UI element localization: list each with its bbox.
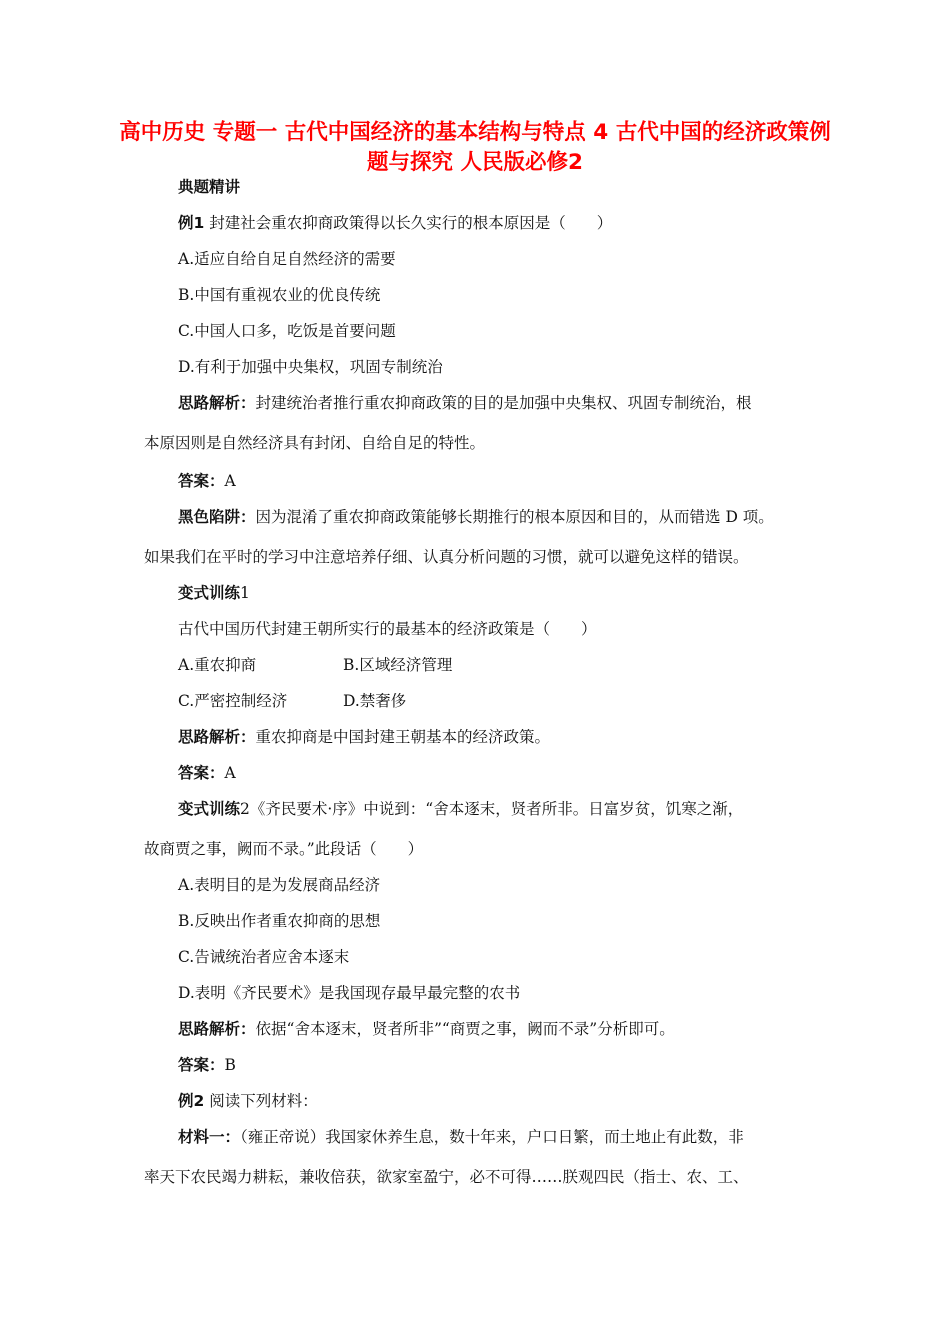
variant1-option-a: A.重农抑商 xyxy=(178,656,257,674)
variant1-option-b: B.区域经济管理 xyxy=(343,656,453,674)
material-label: 材料一： xyxy=(178,1128,241,1146)
example2-material xyxy=(178,1126,744,1148)
example1-answer xyxy=(178,470,236,492)
example1-analysis-cont: 本原因则是自然经济具有封闭、自给自足的特性。 xyxy=(144,434,486,452)
answer-value: B xyxy=(224,1056,236,1074)
variant2-option-a: A.表明目的是为发展商品经济 xyxy=(178,876,381,894)
variant2-option-c: C.告诫统治者应舍本逐末 xyxy=(178,948,350,966)
variant2-question xyxy=(178,798,743,820)
variant2-label: 变式训练 xyxy=(178,800,241,818)
answer-value: A xyxy=(224,764,236,782)
section-heading: 典题精讲 xyxy=(178,178,241,196)
answer-label: 答案： xyxy=(178,472,225,490)
example1-trap xyxy=(178,506,774,528)
variant2-option-b: B.反映出作者重农抑商的思想 xyxy=(178,912,381,930)
variant2-analysis xyxy=(178,1018,675,1040)
variant1-heading xyxy=(178,582,250,604)
variant1-num: 1 xyxy=(240,584,250,602)
variant2-answer xyxy=(178,1054,236,1076)
example2-material-cont: 率天下农民竭力耕耘，兼收倍获，欲家室盈宁，必不可得……朕观四民（指士、农、工、 xyxy=(144,1168,749,1186)
trap-label: 黑色陷阱： xyxy=(178,508,256,526)
example2-label: 例2 xyxy=(178,1092,205,1110)
analysis-text: 重农抑商是中国封建王朝基本的经济政策。 xyxy=(255,728,551,746)
analysis-label: 思路解析： xyxy=(178,1020,256,1038)
example1-question-text: 封建社会重农抑商政策得以长久实行的根本原因是（ ） xyxy=(209,214,613,232)
example1-option-d: D.有利于加强中央集权，巩固专制统治 xyxy=(178,358,443,376)
analysis-label: 思路解析： xyxy=(178,394,256,412)
variant1-question: 古代中国历代封建王朝所实行的最基本的经济政策是（ ） xyxy=(178,620,597,638)
example1-analysis xyxy=(178,392,752,414)
variant1-option-d: D.禁奢侈 xyxy=(343,692,407,710)
variant1-analysis xyxy=(178,726,550,748)
answer-value: A xyxy=(224,472,236,490)
example2-question xyxy=(178,1090,318,1112)
example1-option-a: A.适应自给自足自然经济的需要 xyxy=(178,250,396,268)
example1-trap-cont: 如果我们在平时的学习中注意培养仔细、认真分析问题的习惯，就可以避免这样的错误。 xyxy=(144,548,749,566)
variant2-text: 2《齐民要术·序》中说到：“舍本逐末，贤者所非。日富岁贫，饥寒之渐， xyxy=(240,800,744,818)
example1-option-c: C.中国人口多，吃饭是首要问题 xyxy=(178,322,396,340)
analysis-text: 依据“舍本逐末，贤者所非”“商贾之事，阙而不录”分析即可。 xyxy=(255,1020,675,1038)
answer-label: 答案： xyxy=(178,764,225,782)
variant1-label: 变式训练 xyxy=(178,584,241,602)
material-text: （雍正帝说）我国家休养生息，数十年来，户口日繁，而土地止有此数，非 xyxy=(240,1128,744,1146)
analysis-text: 封建统治者推行重农抑商政策的目的是加强中央集权、巩固专制统治，根 xyxy=(255,394,752,412)
variant2-question-cont: 故商贾之事，阙而不录。”此段话（ ） xyxy=(144,840,424,858)
analysis-label: 思路解析： xyxy=(178,728,256,746)
variant1-answer xyxy=(178,762,236,784)
example2-question-text: 阅读下列材料： xyxy=(209,1092,318,1110)
answer-label: 答案： xyxy=(178,1056,225,1074)
variant2-option-d: D.表明《齐民要术》是我国现存最早最完整的农书 xyxy=(178,984,521,1002)
example1-label: 例1 xyxy=(178,214,205,232)
variant1-option-c: C.严密控制经济 xyxy=(178,692,288,710)
example1-question xyxy=(178,212,612,234)
example1-option-b: B.中国有重视农业的优良传统 xyxy=(178,286,381,304)
document-title: 高中历史 专题一 古代中国经济的基本结构与特点 4 古代中国的经济政策例题与探究 人民版必修2 xyxy=(119,120,831,175)
trap-text: 因为混淆了重农抑商政策能够长期推行的根本原因和目的，从而错选 D 项。 xyxy=(255,508,774,526)
